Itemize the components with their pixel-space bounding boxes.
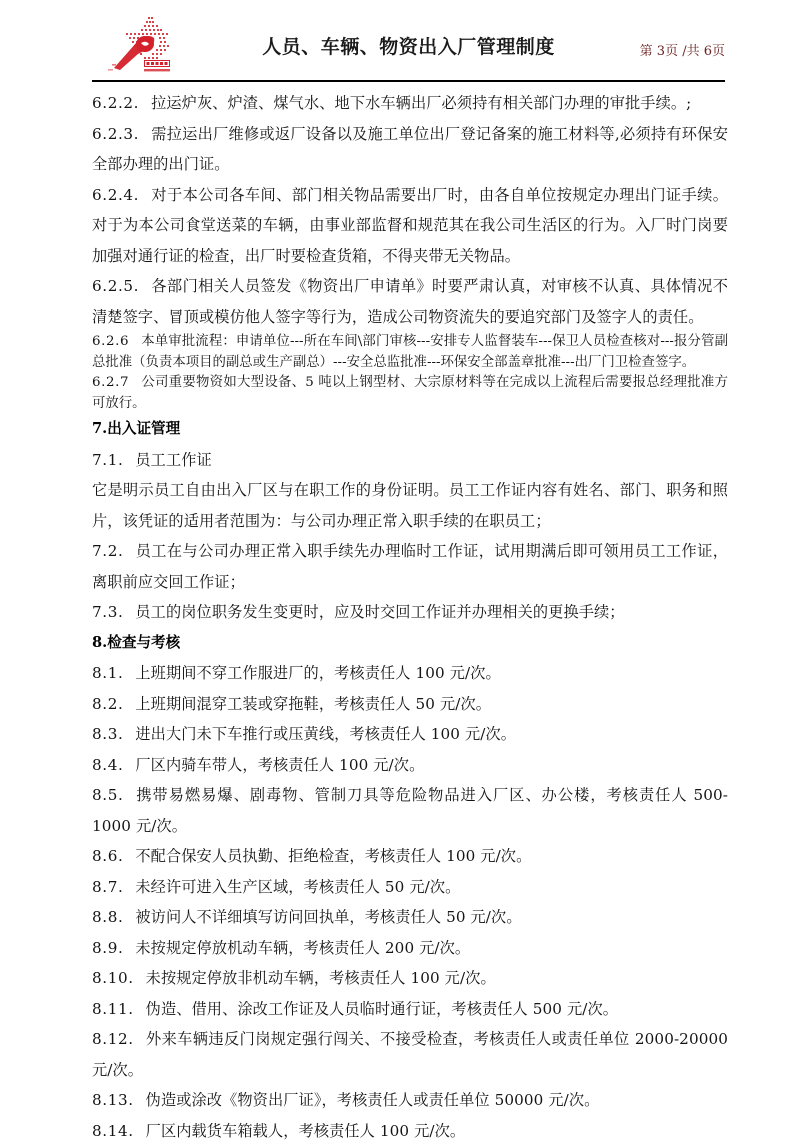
body-paragraph: [92, 119, 728, 180]
body-paragraph: [92, 780, 728, 841]
paragraph-text: 未按规定停放机动车辆，考核责任人 200 元/次。: [135, 939, 470, 957]
heading-number: 8.: [92, 634, 107, 651]
paragraph-text: 未按规定停放非机动车辆，考核责任人 100 元/次。: [146, 969, 496, 987]
body-paragraph: [92, 88, 728, 119]
paragraph-text: 需拉运出厂维修或返厂设备以及施工单位出厂登记备案的施工材料等,必须持有环保安全部办理的出门证。: [92, 125, 728, 174]
body-paragraph: [92, 1024, 728, 1085]
item-number: 8.6.: [92, 847, 123, 865]
paragraph-text: 伪造、借用、涂改工作证及人员临时通行证，考核责任人 500 元/次。: [146, 1000, 618, 1018]
paragraph-text: 厂区内载货车箱载人，考核责任人 100 元/次。: [146, 1122, 466, 1140]
body-paragraph: [92, 1116, 728, 1146]
body-paragraph: [92, 332, 728, 373]
item-number: 6.2.6: [92, 334, 129, 349]
item-number: 8.7.: [92, 878, 123, 896]
paragraph-text: 上班期间不穿工作服进厂的，考核责任人 100 元/次。: [135, 664, 500, 682]
item-number: 8.9.: [92, 939, 123, 957]
body-paragraph: [92, 933, 728, 964]
body-paragraph: [92, 373, 728, 414]
document-body: [92, 88, 728, 1146]
item-number: 6.2.5.: [92, 277, 139, 295]
item-number: 8.11.: [92, 1000, 134, 1018]
body-paragraph: [92, 475, 728, 536]
body-paragraph: [92, 689, 728, 720]
body-paragraph: [92, 902, 728, 933]
item-number: 8.4.: [92, 756, 123, 774]
paragraph-text: 员工工作证: [135, 451, 211, 469]
paragraph-text: 它是明示员工自由出入厂区与在职工作的身份证明。员工工作证内容有姓名、部门、职务和照片，该凭证的适用者范围为：与公司办理正常入职手续的在职员工；: [92, 481, 728, 530]
section-heading: [92, 628, 728, 659]
paragraph-text: 不配合保安人员执勤、拒绝检查，考核责任人 100 元/次。: [135, 847, 531, 865]
page-header: [92, 12, 725, 78]
item-number: 8.10.: [92, 969, 134, 987]
item-number: 6.2.3.: [92, 125, 139, 143]
paragraph-text: 拉运炉灰、炉渣、煤气水、地下水车辆出厂必须持有相关部门办理的审批手续。;: [151, 94, 691, 112]
item-number: 7.2.: [92, 542, 123, 560]
body-paragraph: [92, 872, 728, 903]
paragraph-text: 各部门相关人员签发《物资出厂申请单》时要严肃认真，对审核不认真、具体情况不清楚签字、冒顶或模仿他人签字等行为，造成公司物资流失的要追究部门及签字人的责任。: [92, 277, 728, 326]
body-paragraph: [92, 536, 728, 597]
body-paragraph: [92, 963, 728, 994]
paragraph-text: 厂区内骑车带人，考核责任人 100 元/次。: [135, 756, 424, 774]
paragraph-text: 未经许可进入生产区域，考核责任人 50 元/次。: [135, 878, 460, 896]
paragraph-text: 进出大门未下车推行或压黄线，考核责任人 100 元/次。: [135, 725, 516, 743]
page-number-label: 第 3页 /共 6页: [640, 40, 725, 59]
page-title: 人员、车辆、物资出入厂管理制度: [92, 32, 725, 59]
body-paragraph: [92, 271, 728, 332]
item-number: 8.5.: [92, 786, 123, 804]
item-number: 8.2.: [92, 695, 123, 713]
paragraph-text: 伪造或涂改《物资出厂证》，考核责任人或责任单位 50000 元/次。: [146, 1091, 600, 1109]
body-paragraph: [92, 597, 728, 628]
item-number: 8.13.: [92, 1091, 134, 1109]
paragraph-text: 被访问人不详细填写访问回执单，考核责任人 50 元/次。: [135, 908, 521, 926]
body-paragraph: [92, 1085, 728, 1116]
item-number: 8.14.: [92, 1122, 134, 1140]
item-number: 6.2.2.: [92, 94, 139, 112]
item-number: 7.1.: [92, 451, 123, 469]
paragraph-text: 外来车辆违反门岗规定强行闯关、不接受检查，考核责任人或责任单位 2000-20000 元/次。: [92, 1030, 728, 1079]
paragraph-text: 员工在与公司办理正常入职手续先办理临时工作证，试用期满后即可领用员工工作证，离职前应交回工作证；: [92, 542, 728, 591]
paragraph-text: 本单审批流程：申请单位---所在车间\部门审核---安排专人监督装车---保卫人员检查核对---报分管副总批准（负责本项目的副总或生产副总）---安全总监批准---环保安全部盖章批准---出厂门卫检查签字。: [92, 334, 728, 370]
item-number: 6.2.7: [92, 375, 129, 390]
body-paragraph: [92, 180, 728, 272]
item-number: 8.8.: [92, 908, 123, 926]
body-paragraph: [92, 658, 728, 689]
paragraph-text: 公司重要物资如大型设备、5 吨以上钢型材、大宗原材料等在完成以上流程后需要报总经理批准方可放行。: [92, 375, 728, 411]
header-divider-rule: [92, 80, 725, 82]
section-heading: [92, 414, 728, 445]
body-paragraph: [92, 445, 728, 476]
body-paragraph: [92, 994, 728, 1025]
item-number: 8.3.: [92, 725, 123, 743]
paragraph-text: 对于本公司各车间、部门相关物品需要出厂时，由各自单位按规定办理出门证手续。对于为本公司食堂送菜的车辆，由事业部监督和规范其在我公司生活区的行为。入厂时门岗要加强对通行证的检查，出厂时要检查货箱，不得夹带无关物品。: [92, 186, 728, 265]
item-number: 7.3.: [92, 603, 123, 621]
item-number: 8.12.: [92, 1030, 134, 1048]
item-number: 6.2.4.: [92, 186, 139, 204]
paragraph-text: 员工的岗位职务发生变更时，应及时交回工作证并办理相关的更换手续；: [135, 603, 624, 621]
body-paragraph: [92, 719, 728, 750]
item-number: 8.1.: [92, 664, 123, 682]
paragraph-text: 携带易燃易爆、剧毒物、管制刀具等危险物品进入厂区、办公楼，考核责任人 500-1000 元/次。: [92, 786, 728, 835]
heading-text: 检查与考核: [107, 634, 180, 651]
body-paragraph: [92, 750, 728, 781]
heading-number: 7.: [92, 420, 107, 437]
heading-text: 出入证管理: [107, 420, 180, 437]
paragraph-text: 上班期间混穿工装或穿拖鞋，考核责任人 50 元/次。: [135, 695, 491, 713]
body-paragraph: [92, 841, 728, 872]
